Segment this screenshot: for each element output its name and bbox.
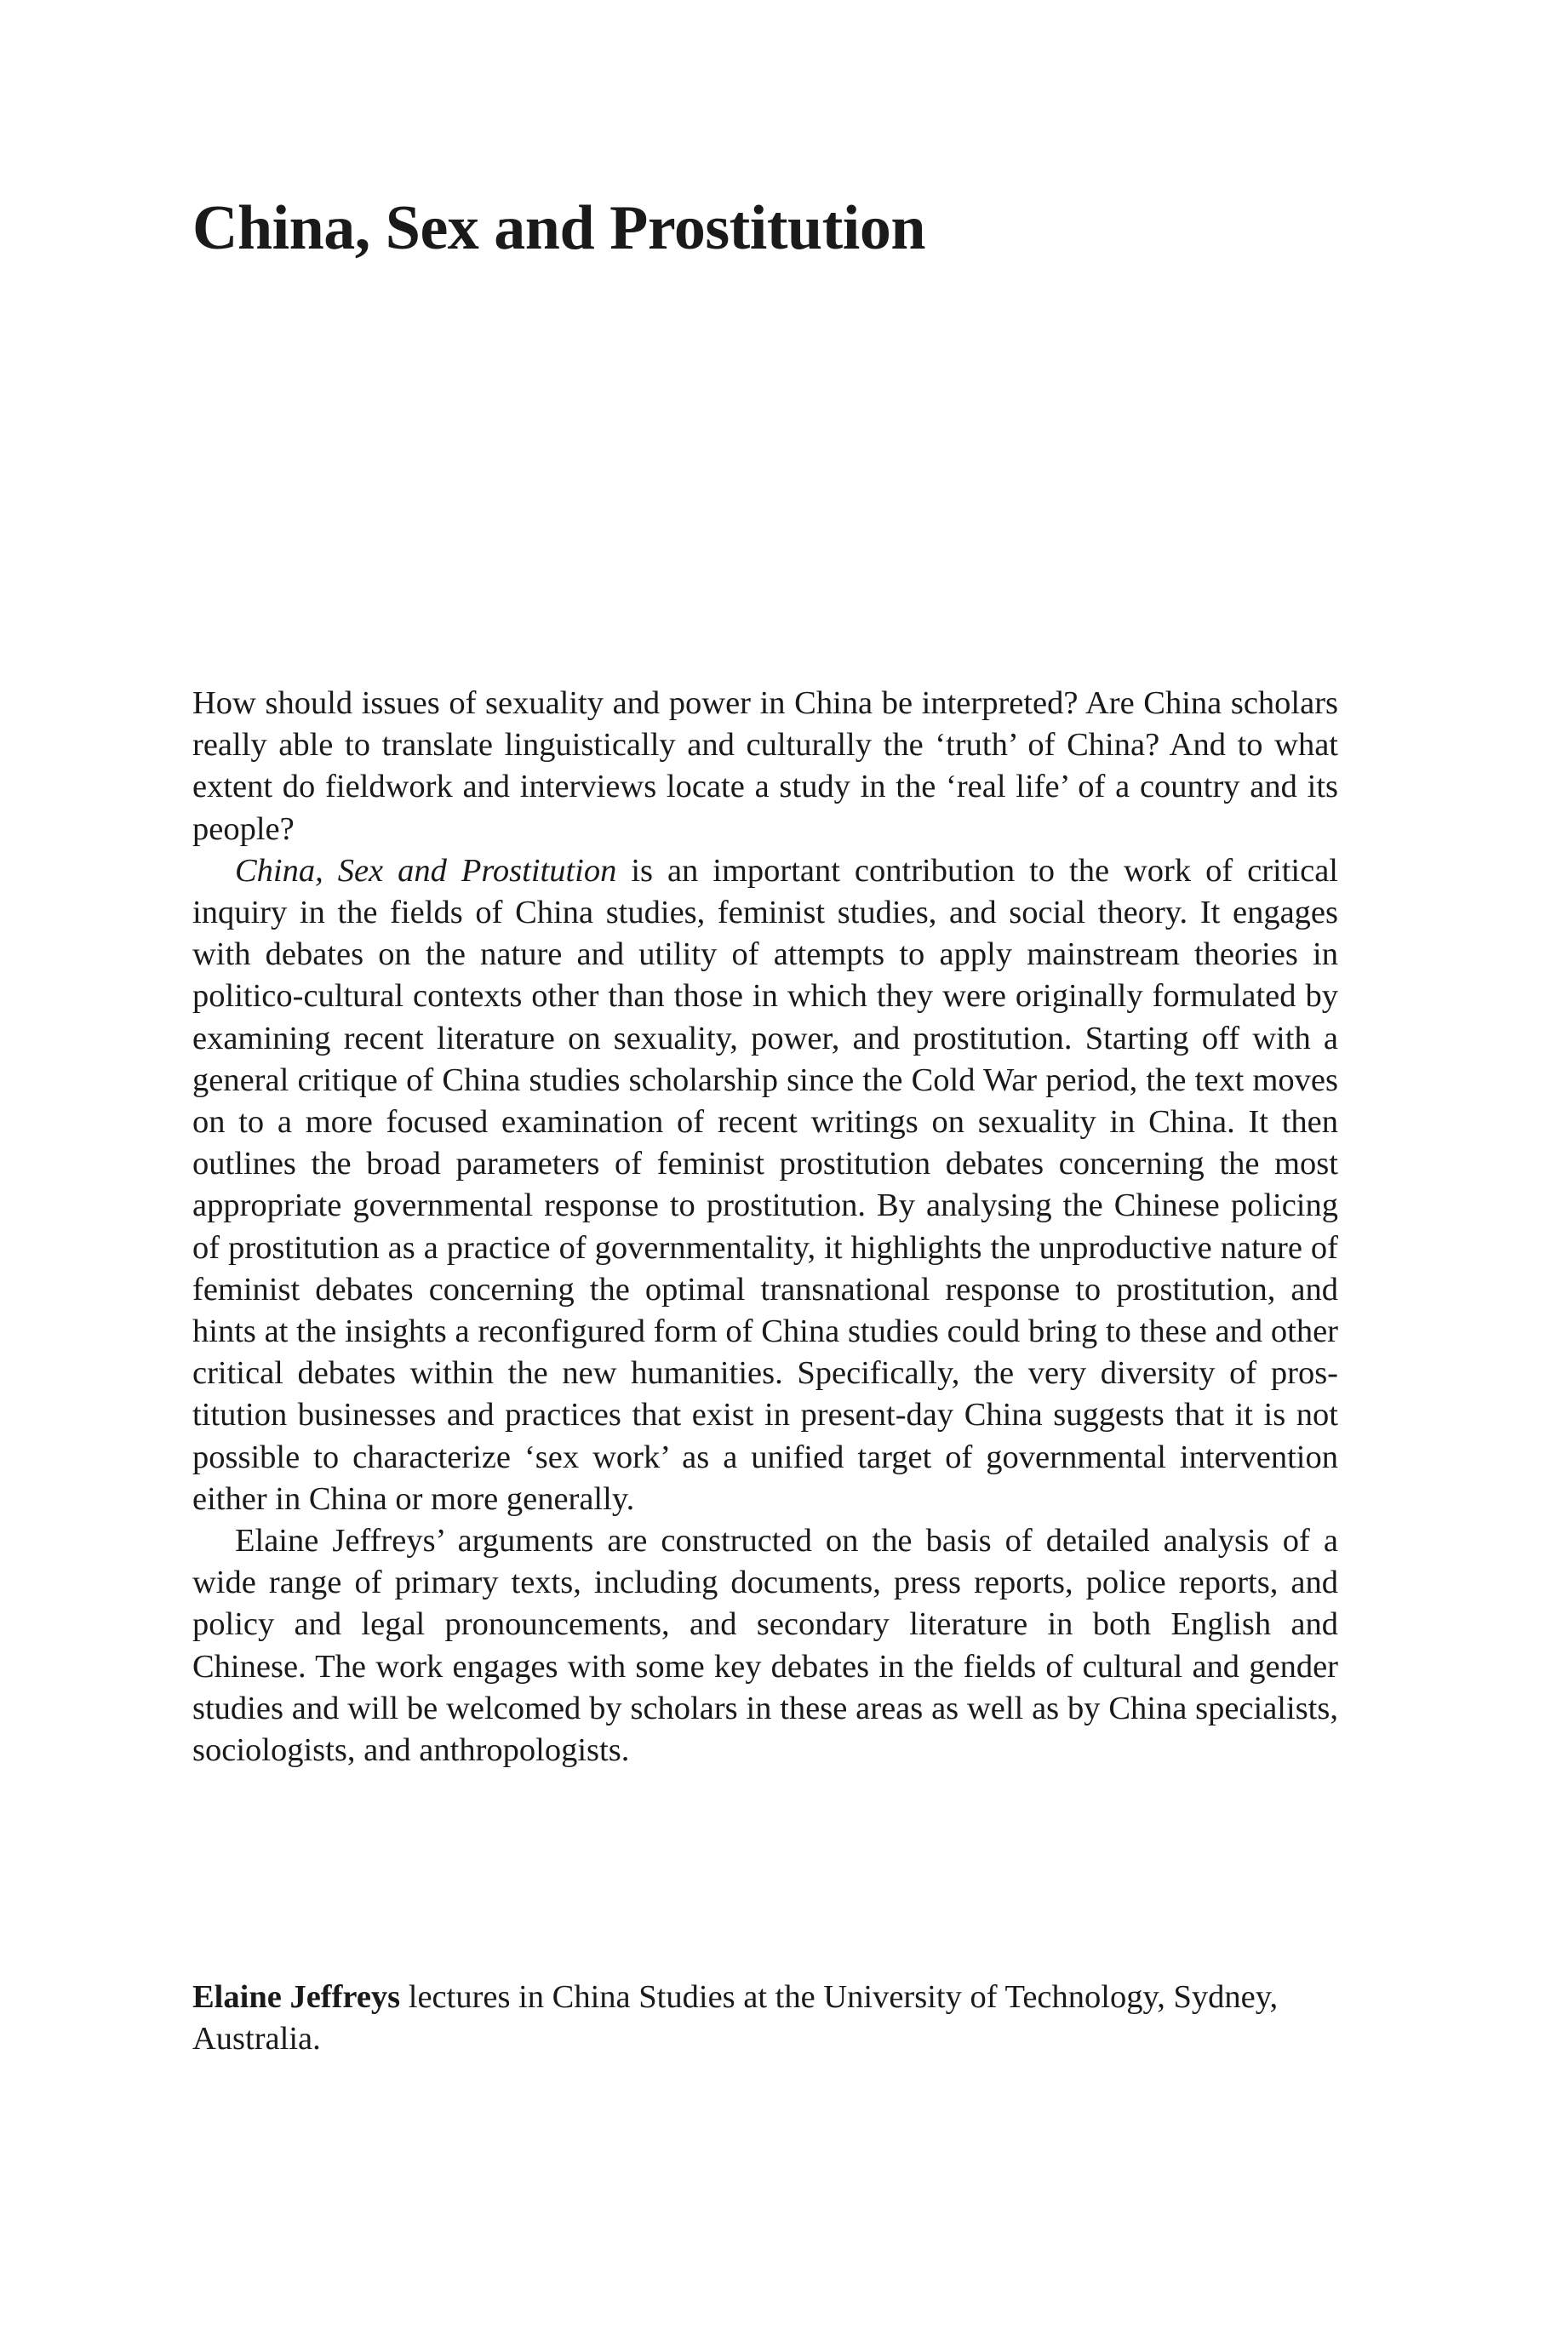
- description-paragraph-3: Elaine Jeffreys’ arguments are constructed on the basis of detailed analysis of a wide range of primary texts, including documents, press reports, police reports, and policy and legal pronouncements, and secondary literature in both English and Chinese. The work engages with some key debates in the fields of cultural and gender studies and will be welcomed by scholars in these areas as well as by China specialists, sociologists, and anthropologists.: [192, 1523, 1338, 1769]
- book-title-italic: China, Sex and Prostitution: [235, 852, 617, 889]
- description-paragraph-1: How should issues of sexuality and power in China be interpreted? Are China scholars really able to translate linguistically and culturally the ‘truth’ of China? And to what extent do fieldwork and interviews locate a study in the ‘real life’ of a country and its people?: [192, 685, 1338, 847]
- author-name: Elaine Jeffreys: [192, 1979, 401, 2015]
- page-title: China, Sex and Prostitution: [192, 193, 925, 263]
- author-bio: lectures in China Studies at the University of Technology, Sydney, Australia.: [192, 1979, 1279, 2057]
- description-paragraph-2-text: is an important contribution to the work of critical inquiry in the fields of China studies, feminist studies, and social theory. It engages with debates on the nature and utility of attempts to apply mainstream theories in politico-cultural contexts other than those in which they were originally formulated by examining recent literature on sexuality, power, and prostitution. Starting off with a general critique of China studies scholarship since the Cold War period, the text moves on to a more focused examination of recent writings on sexuality in China. It then outlines the broad parameters of feminist prostitution debates concerning the most appropriate governmental response to prostitution. By analysing the Chinese policing of prostitution as a practice of governmentality, it highlights the unproductive nature of feminist debates concerning the optimal transnational response to prostitution, and hints at the insights a reconfigured form of China studies could bring to these and other critical debates within the new humanities. Specifically, the very diversity of prostitution businesses and practices that exist in present-day China suggests that it is not possible to characterize ‘sex work’ as a unified target of governmental intervention either in China or more generally.: [192, 852, 1338, 1517]
- author-note: [192, 1977, 1338, 2060]
- description-paragraph-2: [192, 850, 1338, 1520]
- book-description: [192, 683, 1338, 1771]
